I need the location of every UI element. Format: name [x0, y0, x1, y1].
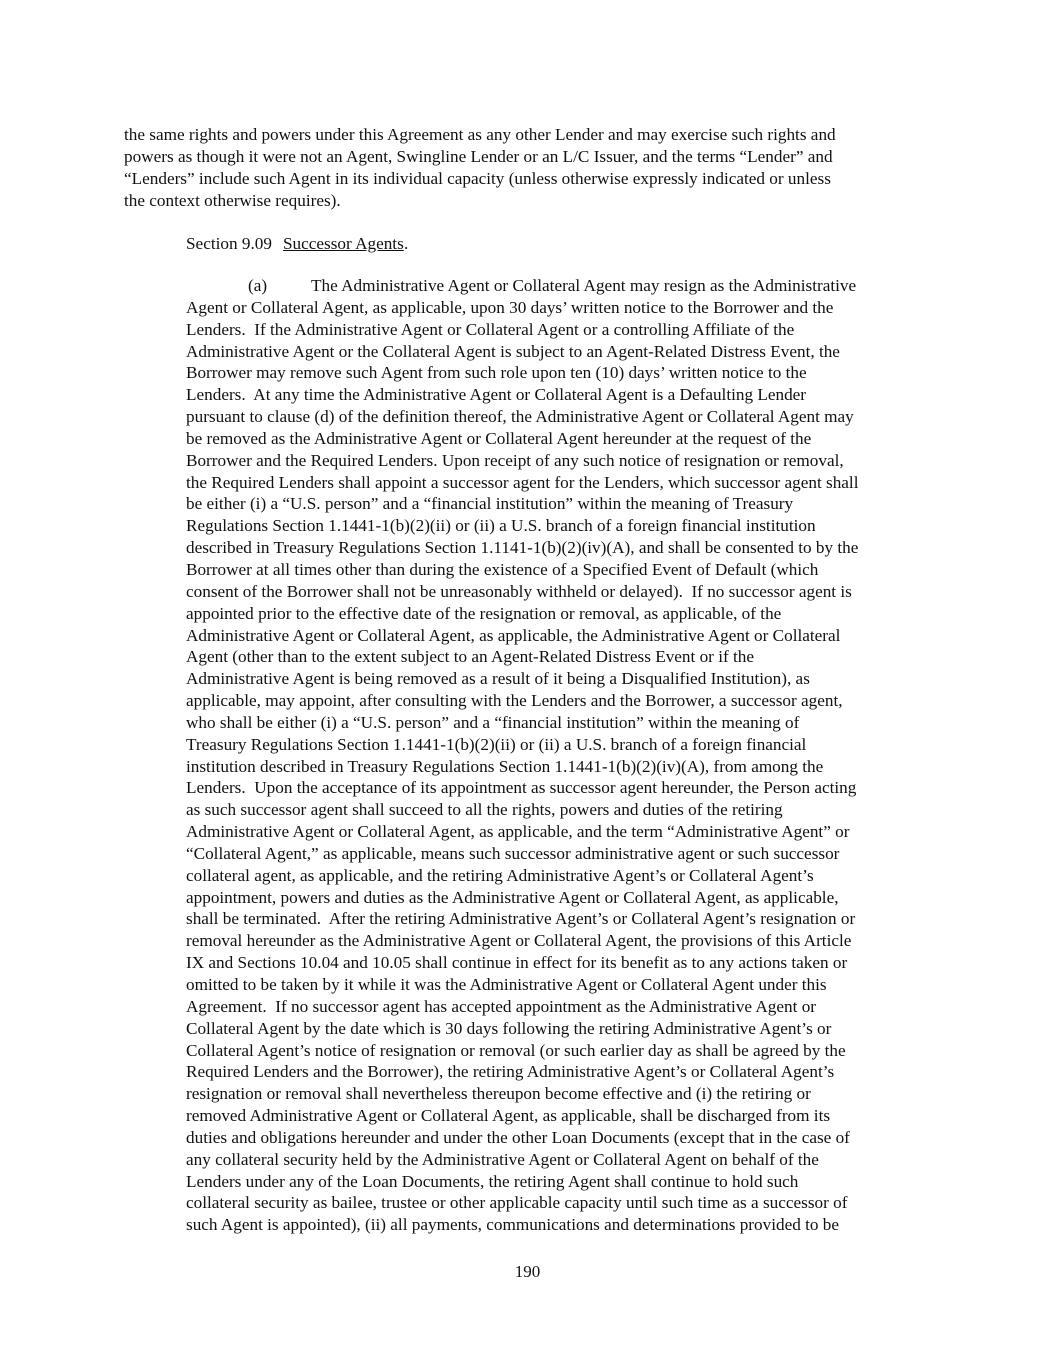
- clause-line: be either (i) a “U.S. person” and a “financial institution” within the meaning of Treasury: [186, 494, 794, 514]
- clause-line: described in Treasury Regulations Section 1.1141-1(b)(2)(iv)(A), and shall be consented to by the: [186, 538, 859, 558]
- clause-line: Regulations Section 1.1441-1(b)(2)(ii) or (ii) a U.S. branch of a foreign financial institution: [186, 516, 816, 536]
- clause-line: Administrative Agent or Collateral Agent, as applicable, the Administrative Agent or Collateral: [186, 625, 841, 645]
- clause-line: applicable, may appoint, after consulting with the Lenders and the Borrower, a successor agent,: [186, 691, 843, 711]
- clause-line: such Agent is appointed), (ii) all payments, communications and determinations provided to be: [186, 1215, 839, 1235]
- clause-line: Lenders. Upon the acceptance of its appointment as successor agent hereunder, the Person acting: [186, 778, 857, 798]
- clause-line: be removed as the Administrative Agent or Collateral Agent hereunder at the request of the: [186, 428, 812, 448]
- clause-line: Required Lenders and the Borrower), the retiring Administrative Agent’s or Collateral Agent’s: [186, 1062, 835, 1082]
- clause-line: consent of the Borrower shall not be unreasonably withheld or delayed). If no successor agent is: [186, 581, 852, 601]
- clause-line: “Collateral Agent,” as applicable, means such successor administrative agent or such successor: [186, 843, 840, 863]
- clause-line: Collateral Agent by the date which is 30 days following the retiring Administrative Agent’s or: [186, 1018, 832, 1038]
- clause-line: pursuant to clause (d) of the definition thereof, the Administrative Agent or Collateral Agent may: [186, 407, 854, 427]
- clause-marker: (a): [248, 276, 268, 295]
- intro-line: “Lenders” include such Agent in its individual capacity (unless otherwise expressly indicated or unless: [124, 168, 831, 188]
- intro-line: the context otherwise requires).: [124, 190, 341, 210]
- clause-line: Lenders. At any time the Administrative Agent or Collateral Agent is a Defaulting Lender: [186, 385, 807, 405]
- clause-line: collateral security as bailee, trustee or other applicable capacity until such time as a successor of: [186, 1193, 848, 1213]
- section-title: Successor Agents: [283, 234, 404, 253]
- clause-line: Lenders. If the Administrative Agent or Collateral Agent or a controlling Affiliate of the: [186, 319, 795, 339]
- page-number: 190: [514, 1262, 541, 1281]
- clause-line: Borrower at all times other than during the existence of a Specified Event of Default (which: [186, 559, 819, 579]
- intro-line: the same rights and powers under this Agreement as any other Lender and may exercise such rights and: [124, 125, 836, 144]
- clause-line: Agent or Collateral Agent, as applicable, upon 30 days’ written notice to the Borrower and the: [186, 297, 834, 317]
- clause-line: Borrower may remove such Agent from such role upon ten (10) days’ written notice to the: [186, 363, 807, 383]
- clause-line: Administrative Agent or Collateral Agent, as applicable, and the term “Administrative Agent” or: [186, 822, 850, 842]
- section-title-suffix: .: [404, 234, 409, 253]
- section-heading: [186, 233, 409, 255]
- clause-line: removal hereunder as the Administrative Agent or Collateral Agent, the provisions of this Article: [186, 931, 852, 951]
- clause-line: appointment, powers and duties as the Administrative Agent or Collateral Agent, as applicable,: [186, 887, 839, 907]
- clause-line: any collateral security held by the Administrative Agent or Collateral Agent on behalf of the: [186, 1149, 819, 1169]
- clause-line: who shall be either (i) a “U.S. person” and a “financial institution” within the meaning of: [186, 712, 800, 732]
- clause-line: shall be terminated. After the retiring Administrative Agent’s or Collateral Agent’s resignation or: [186, 909, 856, 929]
- clause-a-paragraph: [186, 275, 936, 1236]
- clause-line: removed Administrative Agent or Collateral Agent, as applicable, shall be discharged from its: [186, 1106, 831, 1126]
- clause-line: appointed prior to the effective date of the resignation or removal, as applicable, of the: [186, 603, 782, 623]
- clause-line: Administrative Agent is being removed as a result of it being a Disqualified Institution), as: [186, 669, 810, 689]
- section-number: Section 9.09: [186, 234, 272, 253]
- clause-first-line: [186, 275, 936, 297]
- intro-paragraph: [124, 124, 934, 211]
- clause-line: collateral agent, as applicable, and the retiring Administrative Agent’s or Collateral Agent’s: [186, 865, 814, 885]
- clause-line: resignation or removal shall nevertheless thereupon become effective and (i) the retiring or: [186, 1084, 811, 1104]
- clause-line: Agreement. If no successor agent has accepted appointment as the Administrative Agent or: [186, 996, 817, 1016]
- clause-line: Borrower and the Required Lenders. Upon receipt of any such notice of resignation or removal,: [186, 450, 844, 470]
- clause-line: omitted to be taken by it while it was the Administrative Agent or Collateral Agent under this: [186, 975, 827, 994]
- clause-line: the Required Lenders shall appoint a successor agent for the Lenders, which successor agent shall: [186, 472, 859, 492]
- intro-line: powers as though it were not an Agent, Swingline Lender or an L/C Issuer, and the terms “Lender” and: [124, 146, 833, 166]
- clause-line: Treasury Regulations Section 1.1441-1(b)(2)(ii) or (ii) a U.S. branch of a foreign financial: [186, 734, 807, 754]
- clause-line: as such successor agent shall succeed to all the rights, powers and duties of the retiring: [186, 800, 783, 820]
- clause-line: institution described in Treasury Regulations Section 1.1441-1(b)(2)(iv)(A), from among the: [186, 756, 824, 776]
- clause-line: Agent (other than to the extent subject to an Agent-Related Distress Event or if the: [186, 647, 754, 667]
- clause-line: IX and Sections 10.04 and 10.05 shall continue in effect for its benefit as to any actions taken or: [186, 953, 848, 973]
- clause-line: Collateral Agent’s notice of resignation or removal (or such earlier day as shall be agreed by the: [186, 1040, 846, 1060]
- clause-line: duties and obligations hereunder and under the other Loan Documents (except that in the case of: [186, 1127, 850, 1147]
- clause-line: The Administrative Agent or Collateral Agent may resign as the Administrative: [311, 276, 857, 295]
- clause-line: Administrative Agent or the Collateral Agent is subject to an Agent-Related Distress Event, the: [186, 341, 840, 361]
- clause-line: Lenders under any of the Loan Documents, the retiring Agent shall continue to hold such: [186, 1171, 799, 1191]
